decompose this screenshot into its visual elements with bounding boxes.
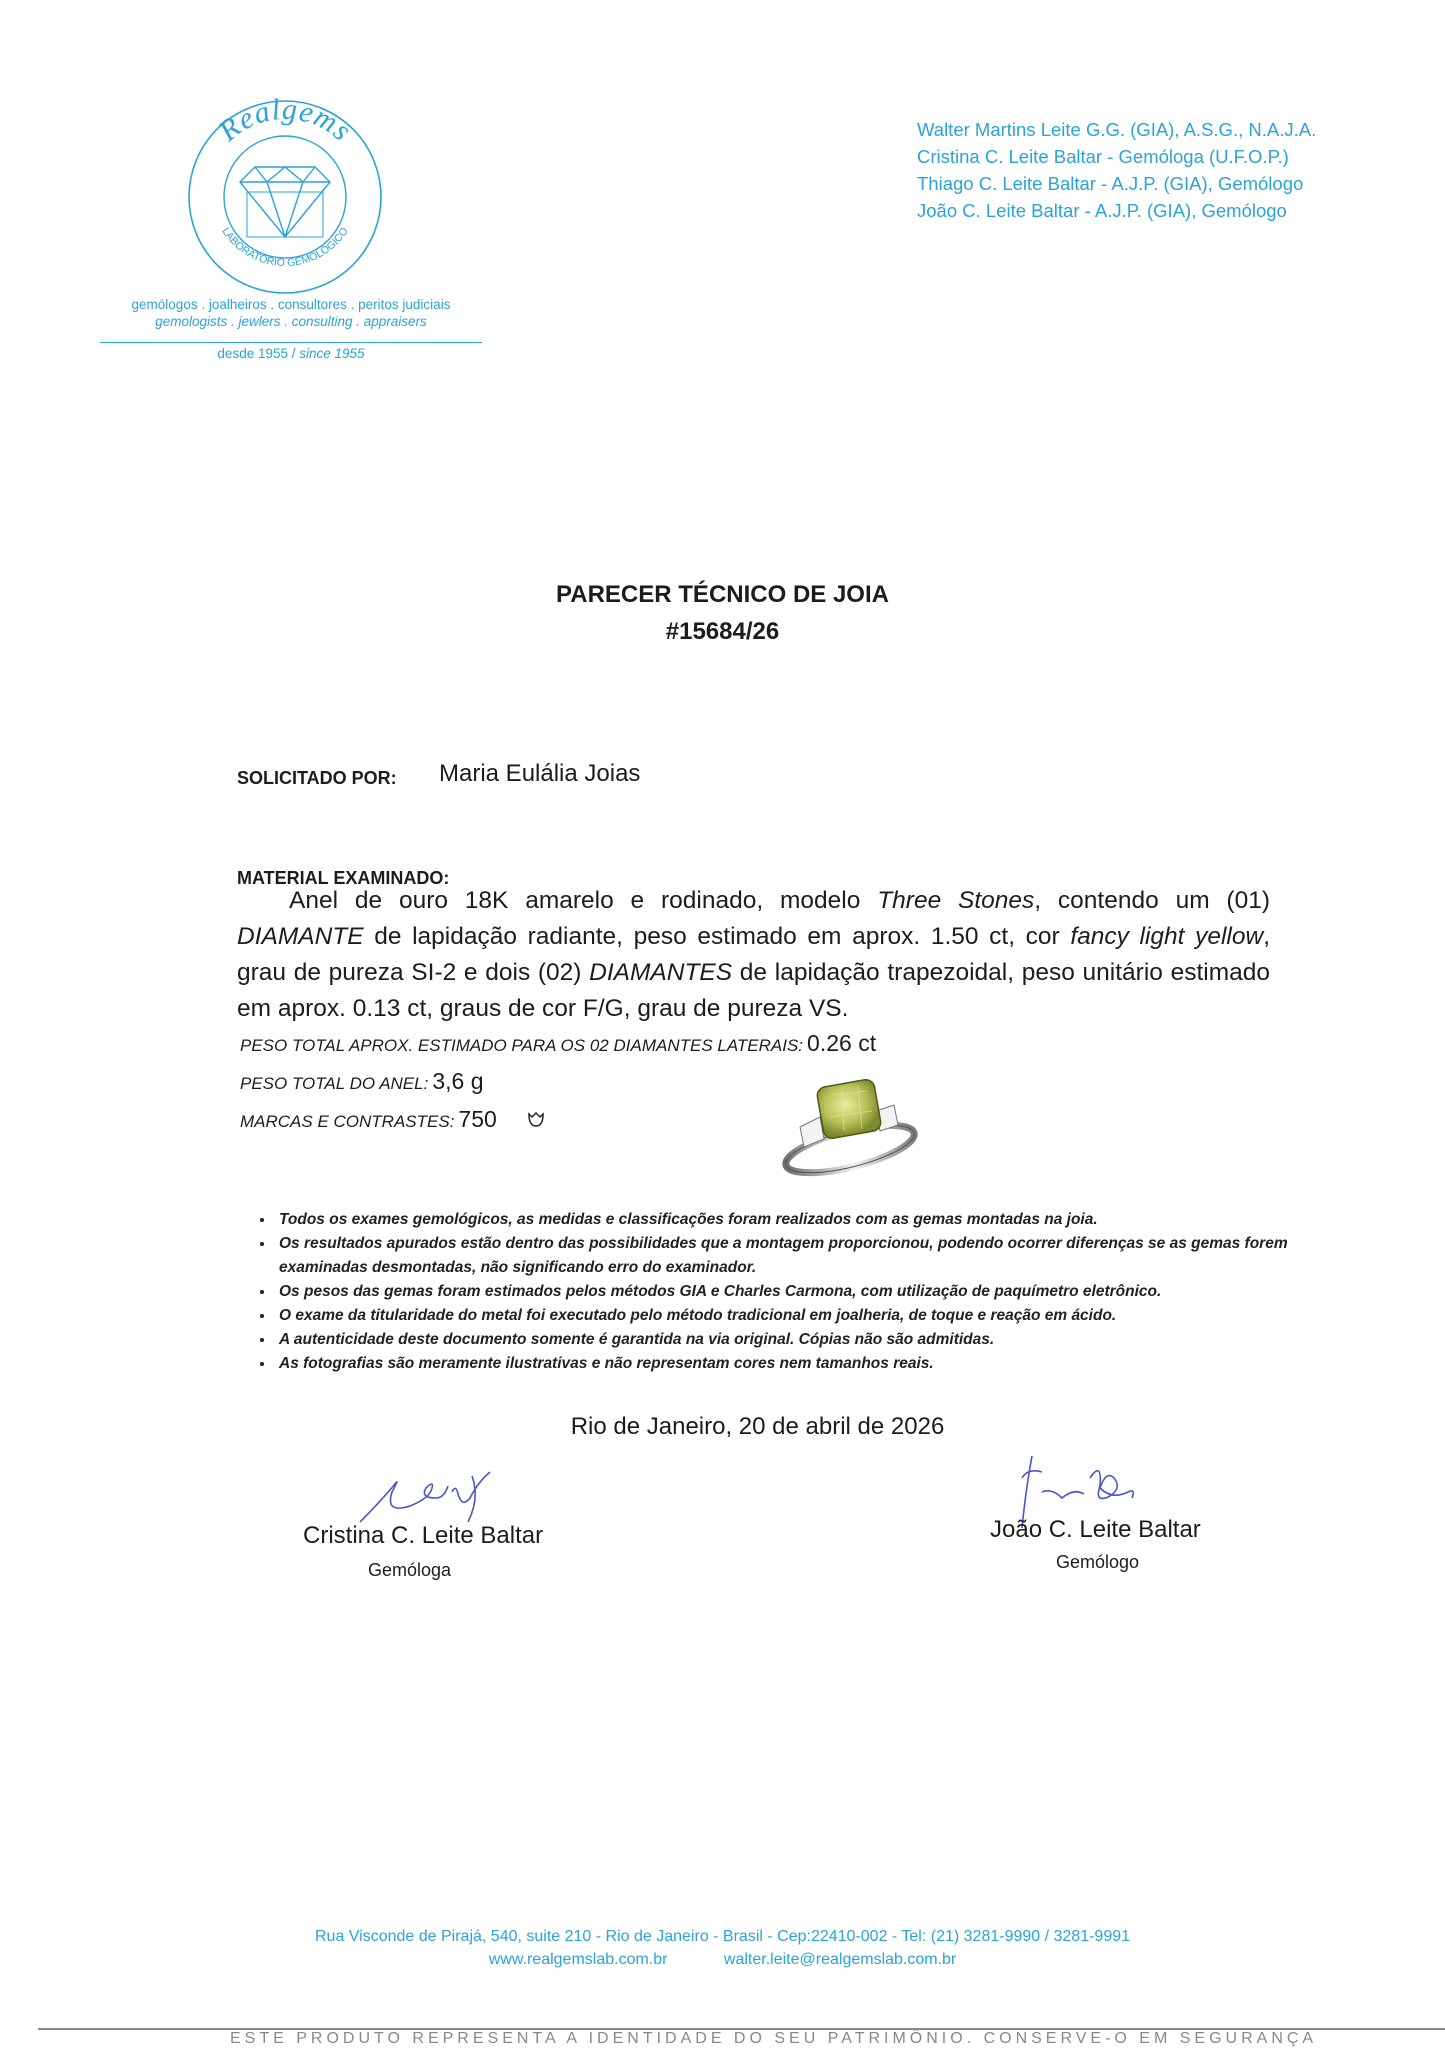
requested-by-label: SOLICITADO POR: [237,768,397,788]
report-title-block [0,576,1445,650]
staff-member: Thiago C. Leite Baltar - A.J.P. (GIA), Gemólogo [917,173,1304,194]
disclaimer-notes [245,1208,1315,1376]
note-item: • Os pesos das gemas foram estimados pelos métodos GIA e Charles Carmona, com utilização de paquímetro eletrônico. [275,1280,1315,1304]
staff-member: Walter Martins Leite G.G. (GIA), A.S.G., N.A.J.A. [917,119,1317,140]
logo-divider [100,342,482,343]
logo-taglines [100,296,482,330]
svg-text:LABORATÓRIO GEMOLÓGICO [219,225,350,269]
hallmark-icon [526,1110,546,1128]
footer-contact [0,1925,1445,1971]
diamonds-term: DIAMANTES [589,959,733,986]
since-line [100,346,482,361]
report-number: #15684/26 [665,618,780,645]
since-en: since 1955 [299,346,365,361]
note-item: • Os resultados apurados estão dentro das possibilidades que a montagem proporcionou, podendo ocorrer diferenças se as gemas forem examinadas desmontadas, não significando erro do examinador. [275,1232,1315,1280]
color-grade: fancy light yellow [1070,923,1264,950]
spec-label: PESO TOTAL APROX. ESTIMADO PARA OS 02 DIAMANTES LATERAIS: [240,1036,804,1055]
footer-slogan: ESTE PRODUTO REPRESENTA A IDENTIDADE DO SEU PATRIMÔNIO. CONSERVE-O EM SEGURANÇA [230,2030,1318,2047]
side-diamonds-weight [240,1030,876,1057]
brand-wordmark: Realgems [212,97,359,148]
staff-member: João C. Leite Baltar - A.J.P. (GIA), Gemólogo [917,200,1287,221]
spec-value: 3,6 g [432,1068,484,1094]
ring-photo [772,1077,922,1181]
note-item: • Todos os exames gemológicos, as medidas e classificações foram realizados com as gemas montadas na joia. [275,1208,1315,1232]
realgems-logo [185,97,385,297]
diamond-icon [240,167,330,237]
spec-label: MARCAS E CONTRASTES: [240,1112,455,1131]
tagline-en: gemologists . jewlers . consulting . appraisers [155,314,427,329]
signatory-name: João C. Leite Baltar [990,1516,1201,1543]
signatory-role: Gemóloga [368,1560,452,1580]
svg-text:Realgems [212,97,359,148]
model-name: Three Stones [877,887,1035,914]
material-description: Anel de ouro 18K amarelo e rodinado, modelo Three Stones, contendo um (01) DIAMANTE de lapidação radiante, peso estimado em aprox. 1.50 ct, cor fancy light yellow, grau de pureza SI-2 e dois (02) DIAMANTES de lapidação trapezoidal, peso unitário estimado em aprox. 0.13 ct, graus de cor F/G, grau de pureza VS. [237,887,1271,1022]
staff-list [917,116,1316,224]
ring-weight [240,1068,483,1095]
since-pt: desde 1955 / [217,346,296,361]
place-and-date: Rio de Janeiro, 20 de abril de 2026 [570,1413,945,1440]
ring-text: LABORATÓRIO GEMOLÓGICO [219,225,351,270]
note-item: • O exame da titularidade do metal foi executado pelo método tradicional em joalheria, de toque e reação em ácido. [275,1304,1315,1328]
requested-by-value: Maria Eulália Joias [439,760,641,787]
material-label: MATERIAL EXAMINADO: [237,868,450,888]
note-item: • A autenticidade deste documento somente é garantida na via original. Cópias não são admitidas. [275,1328,1315,1352]
website-link[interactable]: www.realgemslab.com.br [488,1951,668,1968]
email-link[interactable]: walter.leite@realgemslab.com.br [723,1951,957,1968]
staff-member: Cristina C. Leite Baltar - Gemóloga (U.F.O.P.) [917,146,1289,167]
tagline-pt: gemólogos . joalheiros . consultores . peritos judiciais [131,297,451,312]
footer-address: Rua Visconde de Pirajá, 540, suite 210 - Rio de Janeiro - Brasil - Cep:22410-002 - Tel: (21) 3281-9990 / 3281-9991 [314,1928,1131,1945]
hallmarks [240,1106,546,1133]
report-title: PARECER TÉCNICO DE JOIA [556,581,889,608]
spec-value: 0.26 ct [807,1030,877,1056]
diamond-term: DIAMANTE [237,923,364,950]
signatory-role: Gemólogo [1056,1552,1140,1572]
note-item: • As fotografias são meramente ilustrativas e não representam cores nem tamanhos reais. [275,1352,1315,1376]
signatory-name: Cristina C. Leite Baltar [303,1522,544,1549]
spec-value: 750 [458,1106,497,1132]
spec-label: PESO TOTAL DO ANEL: [240,1074,429,1093]
